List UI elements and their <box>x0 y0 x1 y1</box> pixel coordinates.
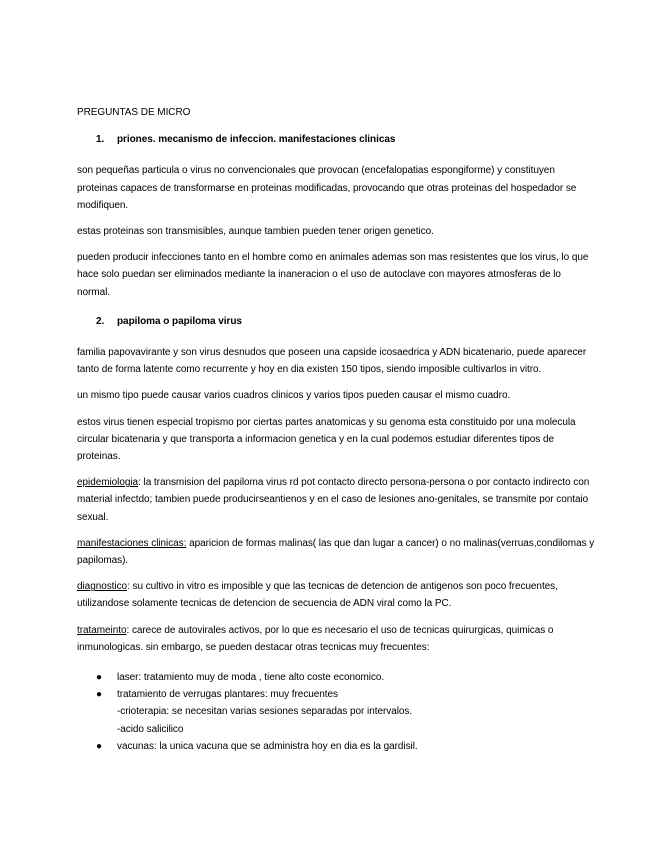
paragraph-priones-transmisibles: estas proteinas son transmisibles, aunque tambien pueden tener origen genetico. <box>77 226 434 238</box>
bullet-icon: ● <box>96 740 102 752</box>
list-item-laser <box>77 669 595 686</box>
section-heading-papiloma <box>77 313 595 330</box>
paragraph-priones-definition: son pequeñas particula o virus no convencionales que provocan (encefalopatias espongiforme) y constituyen proteinas capaces de transformarse en proteinas modificadas, provocando que otras proteinas del hospedador se modifiquen. <box>77 165 577 211</box>
list-item-text: laser: tratamiento muy de moda , tiene alto coste economico. <box>117 672 385 684</box>
epidemiologia-text: : la transmision del papiloma virus rd pot contacto directo persona-persona o por contacto indirecto con material infectdo; tambien puede producirseantienos y en el caso de lesiones ano-genitales, se transmite por contaio sexual. <box>77 477 590 523</box>
paragraph-tratamiento <box>77 622 595 656</box>
list-subitem-crioterapia: -crioterapia: se necesitan varias sesiones separadas por intervalos. <box>117 706 413 718</box>
section-number: 2. <box>96 315 105 327</box>
list-subitem-acido: -acido salicilico <box>117 723 184 735</box>
paragraph-manifestaciones <box>77 535 595 569</box>
document-title: PREGUNTAS DE MICRO <box>77 107 191 118</box>
paragraph-papiloma-familia: familia papovavirante y son virus desnudos que poseen una capside icosaedrica y ADN bicatenario, puede aparecer tanto de forma latente como recurrente y hoy en dia existen 150 tipos, siendo imposible cultivarlos in vitro. <box>77 347 587 376</box>
paragraph-priones-infecciones: pueden producir infecciones tanto en el hombre como en animales ademas son mas resistentes que los virus, lo que hace solo puedan ser eliminados mediante la inaneracion o el uso de autoclave con mayores atmosferas de lo normal. <box>77 252 589 298</box>
section-heading-text: papiloma o papiloma virus <box>117 315 242 327</box>
manifestaciones-label: manifestaciones clinicas: <box>77 537 187 549</box>
tratamiento-text: : carece de autovirales activos, por lo que es necesario el uso de tecnicas quirurgicas, quimicas o inmunologicas. sin embargo, se pueden destacar otras tecnicas muy frecuentes: <box>77 624 554 653</box>
diagnostico-label: diagnostico <box>77 581 128 593</box>
treatment-list <box>77 669 595 755</box>
section-number: 1. <box>96 134 105 146</box>
diagnostico-text: : su cultivo in vitro es imposible y que las tecnicas de detencion de antigenos son poco frecuentes, utilizandose solamente tecnicas de detencion de secuencia de ADN viral como la PC. <box>77 581 558 610</box>
section-heading-text: priones. mecanismo de infeccion. manifestaciones clinicas <box>117 134 396 146</box>
list-item-text: tratamiento de verrugas plantares: muy frecuentes <box>117 689 338 701</box>
list-item-verrugas <box>77 686 595 738</box>
section-heading-priones <box>77 131 595 148</box>
bullet-icon: ● <box>96 672 102 684</box>
paragraph-papiloma-tipos: un mismo tipo puede causar varios cuadros clinicos y varios tipos pueden causar el mismo cuadro. <box>77 390 511 402</box>
paragraph-epidemiologia <box>77 474 595 526</box>
paragraph-diagnostico <box>77 578 595 612</box>
manifestaciones-text: aparicion de formas malinas( las que dan lugar a cancer) o no malinas(verruas,condilomas y papilomas). <box>77 537 595 567</box>
list-item-vacunas <box>77 738 595 755</box>
bullet-icon: ● <box>96 689 102 701</box>
tratamiento-label: tratameinto <box>77 624 127 636</box>
paragraph-papiloma-tropismo: estos virus tienen especial tropismo por ciertas partes anatomicas y su genoma esta constituido por una molecula circular bicatenaria y que transporta a informacion genetica y en la cual podemos estudiar diferentes tipos de proteinas. <box>77 416 576 463</box>
list-item-text: vacunas: la unica vacuna que se administra hoy en dia es la gardisil. <box>117 740 418 752</box>
epidemiologia-label: epidemiologia <box>77 477 139 489</box>
